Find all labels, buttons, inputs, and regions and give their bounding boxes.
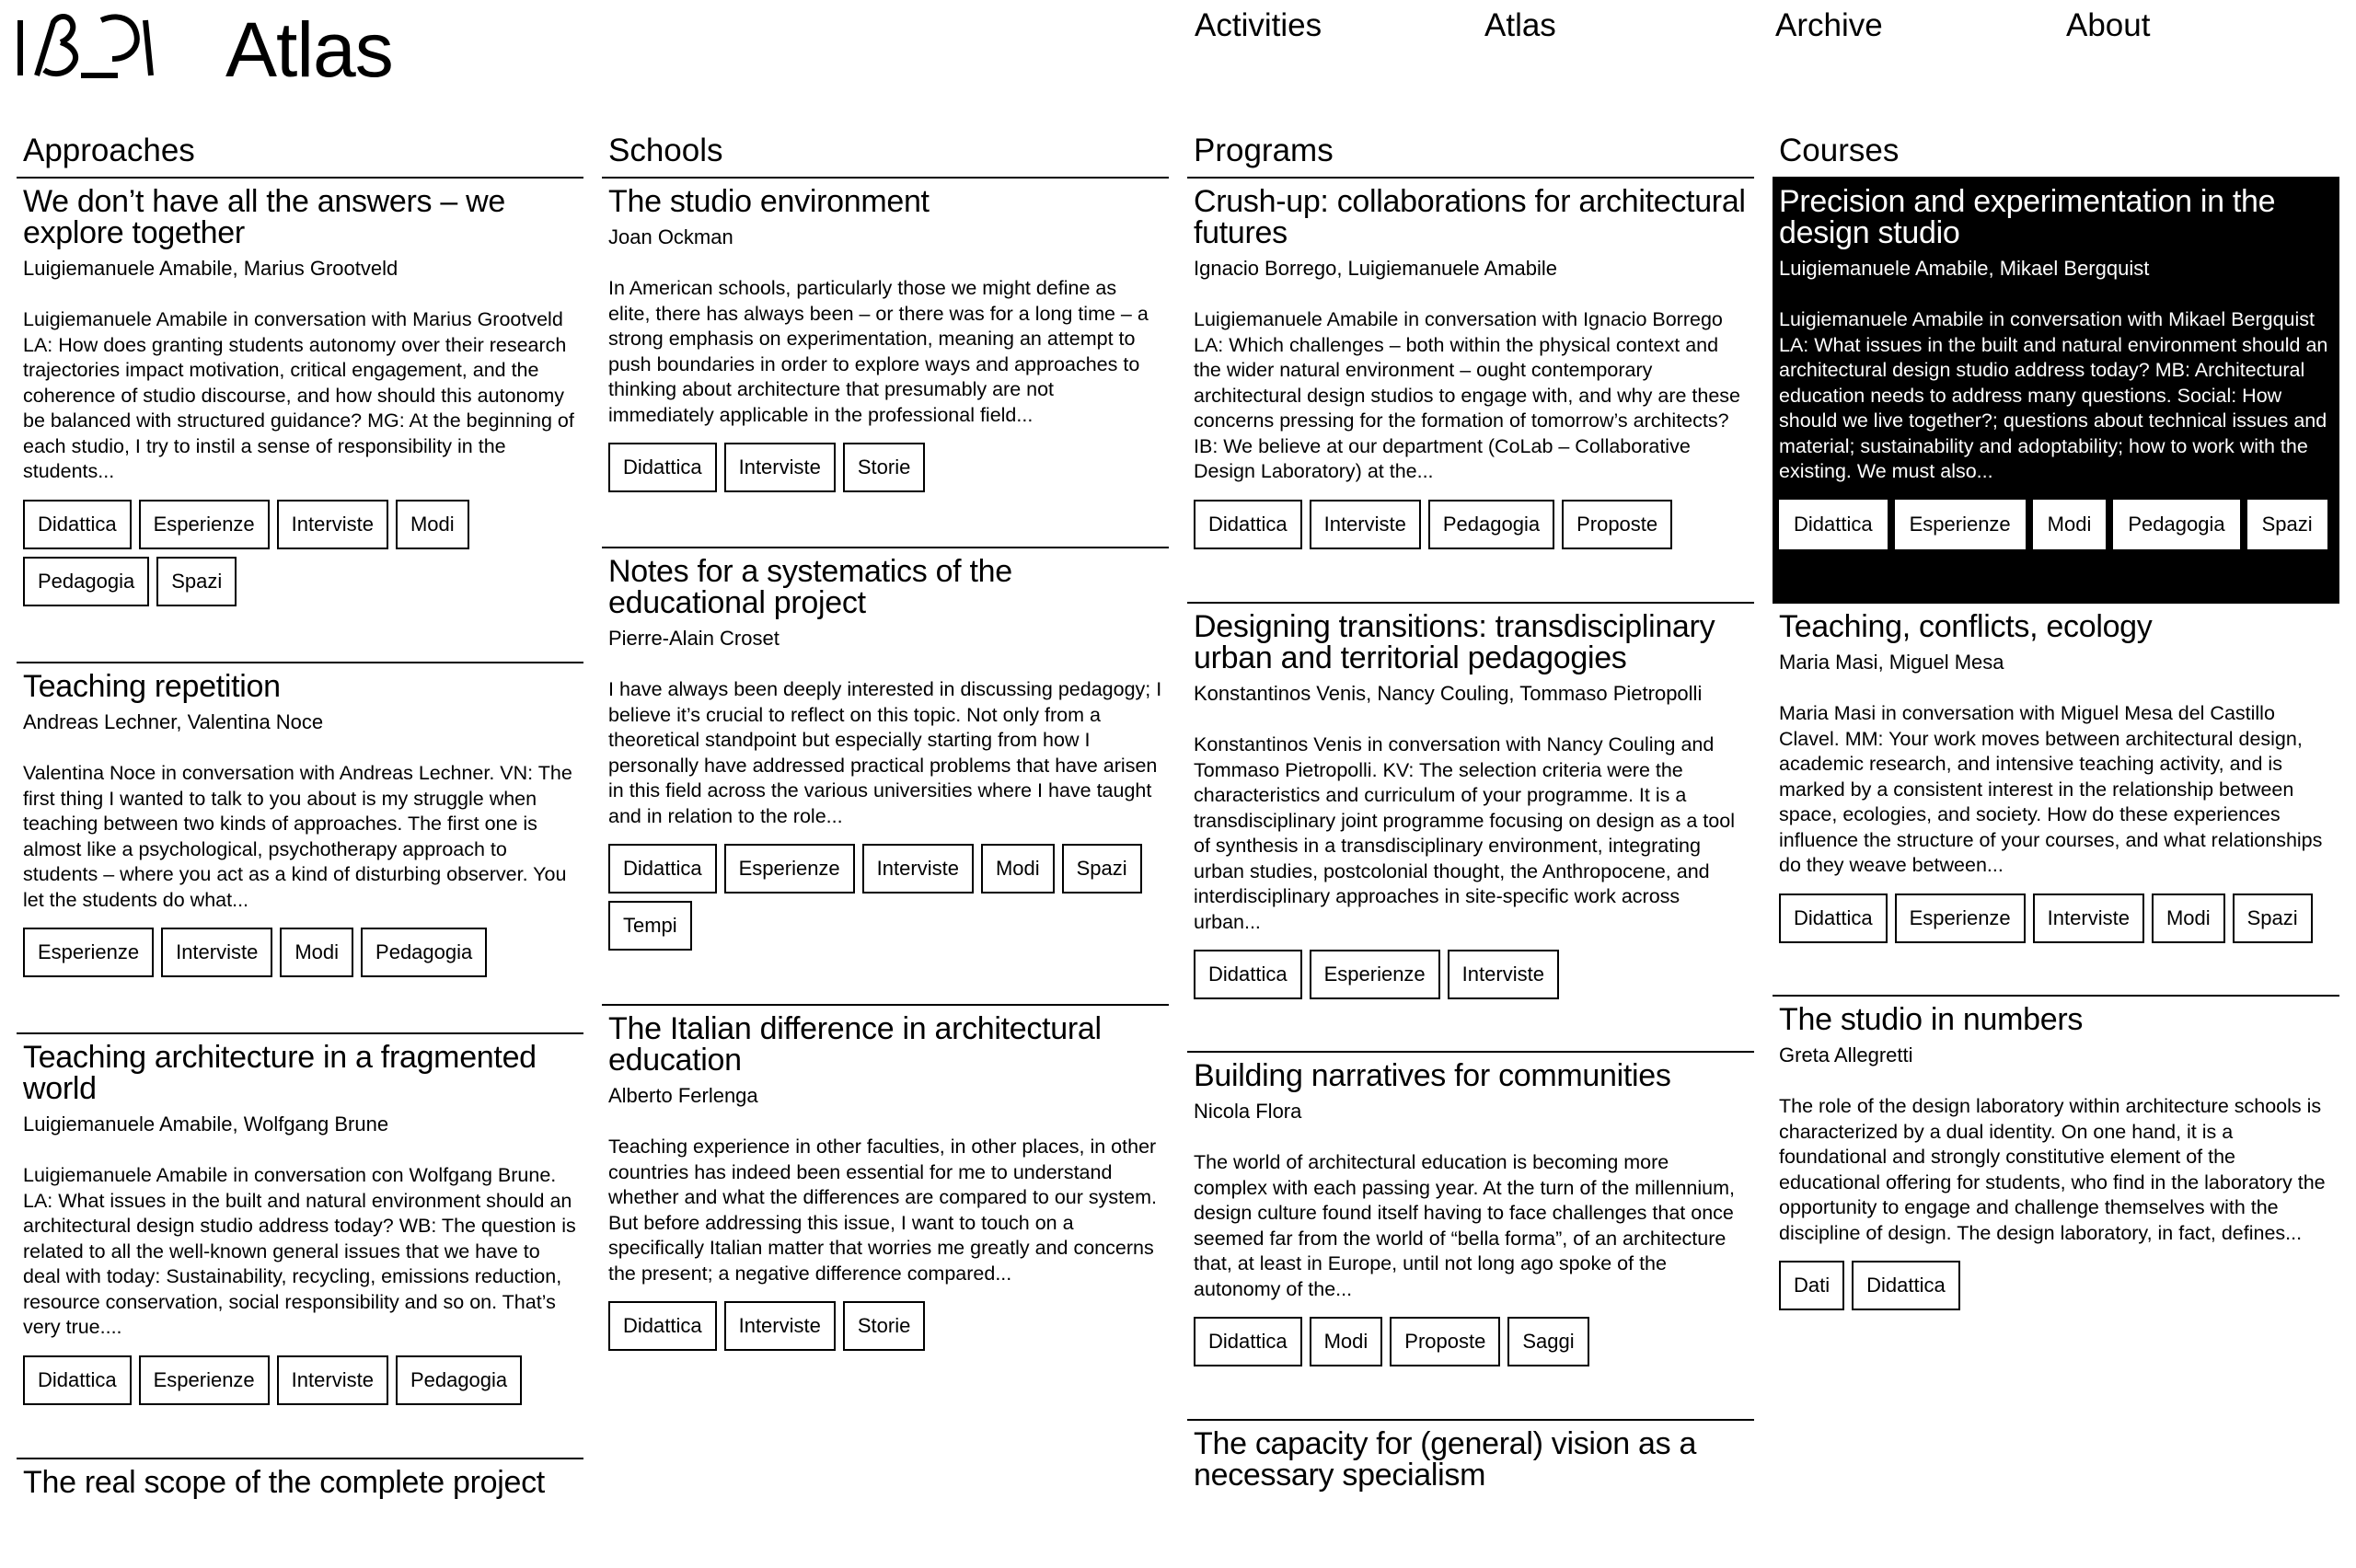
tag-interviste[interactable]: Interviste (277, 500, 388, 549)
tag-interviste[interactable]: Interviste (1310, 500, 1421, 549)
tag-didattica[interactable]: Didattica (1852, 1261, 1960, 1310)
tag-spazi[interactable]: Spazi (2233, 894, 2313, 943)
tag-storie[interactable]: Storie (843, 443, 925, 492)
tag-dati[interactable]: Dati (1779, 1261, 1844, 1310)
tag-pedagogia[interactable]: Pedagogia (2113, 500, 2239, 549)
tag-esperienze[interactable]: Esperienze (1895, 500, 2026, 549)
tag-modi[interactable]: Modi (280, 928, 353, 977)
card-title[interactable]: Crush-up: collaborations for architectural futures (1194, 184, 1746, 250)
site-header (0, 0, 2356, 120)
column-heading: Programs (1187, 131, 1754, 179)
card-title[interactable]: Teaching architecture in a fragmented world (23, 1040, 537, 1106)
tag-list (1779, 894, 2333, 943)
tag-didattica[interactable]: Didattica (1194, 500, 1302, 549)
column-programs (1187, 131, 1754, 1493)
tag-interviste[interactable]: Interviste (161, 928, 272, 977)
tag-didattica[interactable]: Didattica (608, 844, 717, 894)
card-excerpt: Luigiemanuele Amabile in conversation with Marius Grootveld LA: How does granting students autonomy over their research trajectories impact motivation, critical engagement, and the coherence of studio discourse, and how should this autonomy be balanced with structured guidance? MG: At the beginning of each studio, I try to instil a sense of responsibility in the students... (23, 308, 574, 482)
tag-esperienze[interactable]: Esperienze (139, 500, 270, 549)
card-authors: Luigiemanuele Amabile, Marius Grootveld (23, 257, 398, 280)
card-title[interactable]: Precision and experimentation in the design studio (1779, 184, 2276, 250)
tag-didattica[interactable]: Didattica (23, 1355, 132, 1405)
tag-modi[interactable]: Modi (2152, 894, 2225, 943)
column-heading: Approaches (17, 131, 583, 179)
card-excerpt: I have always been deeply interested in discussing pedagogy; I believe it’s crucial to reflect on this topic. Not only from a theoretical standpoint but especially starting from how I personally have addressed practical problems that have arisen in this field across the various universities where I have taught and in relation to the role... (608, 678, 1162, 827)
tag-storie[interactable]: Storie (843, 1301, 925, 1351)
article-card[interactable] (602, 1004, 1169, 1476)
article-card[interactable] (602, 547, 1169, 1004)
tag-modi[interactable]: Modi (396, 500, 469, 549)
column-courses (1773, 131, 2339, 1472)
nav-about[interactable]: About (2066, 7, 2151, 43)
card-authors: Pierre-Alain Croset (608, 627, 780, 650)
tag-list (1194, 950, 1748, 999)
tag-pedagogia[interactable]: Pedagogia (23, 557, 149, 606)
tag-list (1194, 500, 1748, 549)
tag-proposte[interactable]: Proposte (1390, 1317, 1500, 1366)
article-card[interactable] (1187, 1051, 1754, 1419)
article-card-highlighted[interactable] (1773, 179, 2339, 604)
card-excerpt: Teaching experience in other faculties, in other places, in other countries has indeed been essential for me to understand whether and what the differences are compared to our system. But before addressing this issue, I want to touch on a specifically Italian matter that worries me greatly and concerns the present; a negative difference compared... (608, 1136, 1157, 1285)
tag-tempi[interactable]: Tempi (608, 901, 692, 951)
card-title[interactable]: The Italian difference in architectural education (608, 1011, 1102, 1078)
card-title[interactable]: Teaching, conflicts, ecology (1779, 609, 2153, 644)
column-heading: Courses (1773, 131, 2339, 179)
tag-interviste[interactable]: Interviste (277, 1355, 388, 1405)
nav-activities[interactable]: Activities (1195, 7, 1322, 43)
card-authors: Joan Ockman (608, 225, 733, 248)
card-title[interactable]: The real scope of the complete project (23, 1465, 545, 1500)
main-nav (0, 4, 2356, 50)
tag-modi[interactable]: Modi (981, 844, 1055, 894)
card-authors: Greta Allegretti (1779, 1043, 1913, 1066)
tag-spazi[interactable]: Spazi (1062, 844, 1142, 894)
tag-esperienze[interactable]: Esperienze (724, 844, 855, 894)
tag-spazi[interactable]: Spazi (2247, 500, 2327, 549)
tag-didattica[interactable]: Didattica (608, 1301, 717, 1351)
tag-didattica[interactable]: Didattica (1194, 950, 1302, 999)
card-title[interactable]: Building narratives for communities (1194, 1058, 1671, 1093)
tag-spazi[interactable]: Spazi (156, 557, 237, 606)
tag-esperienze[interactable]: Esperienze (23, 928, 154, 977)
card-title[interactable]: The capacity for (general) vision as a necessary specialism (1194, 1426, 1697, 1493)
tag-list (608, 443, 1162, 492)
column-schools (602, 131, 1169, 1472)
tag-list (1779, 500, 2333, 549)
article-card[interactable] (1187, 1419, 1754, 1529)
card-excerpt: Valentina Noce in conversation with Andreas Lechner. VN: The first thing I wanted to talk to you about is my struggle when teaching between two kinds of approaches. The first one is almost like a psychological, psychotherapy approach to students – where you act as a kind of disturbing observer. You let the students do what... (23, 762, 572, 911)
tag-interviste[interactable]: Interviste (1448, 950, 1559, 999)
card-authors: Nicola Flora (1194, 1100, 1302, 1123)
column-heading: Schools (602, 131, 1169, 179)
tag-list (1194, 1317, 1748, 1366)
card-excerpt: Luigiemanuele Amabile in conversation con Wolfgang Brune. LA: What issues in the built and natural environment should an architectural design studio address today? WB: The question is related to all the well-known general issues that we have to deal with today: Sustainability, recycling, emissions reduction, resource conservation, social responsibility and so on. That’s very true.... (23, 1164, 576, 1338)
card-authors: Konstantinos Venis, Nancy Couling, Tommaso Pietropolli (1194, 682, 1703, 705)
tag-interviste[interactable]: Interviste (2033, 894, 2144, 943)
tag-esperienze[interactable]: Esperienze (139, 1355, 270, 1405)
card-excerpt: Luigiemanuele Amabile in conversation with Mikael Bergquist LA: What issues in the built and natural environment should an architectural design studio address today? MB: Architectural education needs to address many questions. Social: How should we live together?; questions about technical issues and material; sustainability and adoptability; how to work with the existing. We must also... (1779, 308, 2328, 482)
article-card[interactable] (602, 179, 1169, 547)
tag-modi[interactable]: Modi (2033, 500, 2107, 549)
card-title[interactable]: The studio in numbers (1779, 1002, 2084, 1037)
tag-didattica[interactable]: Didattica (608, 443, 717, 492)
tag-list (23, 928, 577, 977)
tag-esperienze[interactable]: Esperienze (1310, 950, 1440, 999)
tag-interviste[interactable]: Interviste (724, 443, 836, 492)
card-authors: Ignacio Borrego, Luigiemanuele Amabile (1194, 257, 1558, 280)
tag-list (23, 500, 577, 606)
tag-interviste[interactable]: Interviste (862, 844, 974, 894)
article-card[interactable] (17, 662, 583, 1032)
site-title[interactable]: Atlas (225, 6, 393, 93)
card-title[interactable]: The studio environment (608, 184, 930, 219)
tag-esperienze[interactable]: Esperienze (1895, 894, 2026, 943)
card-title[interactable]: Teaching repetition (23, 669, 281, 704)
nav-atlas[interactable]: Atlas (1484, 7, 1556, 43)
column-approaches (17, 131, 583, 1500)
card-excerpt: The world of architectural education is becoming more complex with each passing year. At the turn of the millennium, design culture found itself having to face challenges that once seemed far from the world of “bella forma”, of an architecture that, at least in Europe, until not long ago spoke of the autonomy of the... (1194, 1151, 1735, 1300)
tag-didattica[interactable]: Didattica (1779, 500, 1888, 549)
article-card[interactable] (17, 1032, 583, 1458)
tag-list (1779, 1261, 2333, 1310)
card-authors: Alberto Ferlenga (608, 1084, 758, 1107)
tag-didattica[interactable]: Didattica (23, 500, 132, 549)
article-card[interactable] (1773, 995, 2339, 1381)
tag-pedagogia[interactable]: Pedagogia (396, 1355, 522, 1405)
article-card[interactable] (1187, 602, 1754, 1051)
tag-pedagogia[interactable]: Pedagogia (1428, 500, 1554, 549)
card-title[interactable]: We don’t have all the answers – we explore together (23, 184, 506, 250)
tag-didattica[interactable]: Didattica (1194, 1317, 1302, 1366)
card-title[interactable]: Designing transitions: transdisciplinary urban and territorial pedagogies (1194, 609, 1715, 675)
article-card[interactable] (1773, 604, 2339, 995)
tag-modi[interactable]: Modi (1310, 1317, 1383, 1366)
card-authors: Maria Masi, Miguel Mesa (1779, 651, 2004, 674)
tag-saggi[interactable]: Saggi (1507, 1317, 1588, 1366)
article-card[interactable] (1187, 179, 1754, 602)
card-excerpt: The role of the design laboratory within architecture schools is characterized by a dual identity. On one hand, it is a foundational and strongly constitutive element of the educational offering for students, who find in the laboratory the opportunity to engage and challenge themselves with the discipline of design. The design laboratory, in fact, defines... (1779, 1095, 2326, 1244)
tag-didattica[interactable]: Didattica (1779, 894, 1888, 943)
tag-list (23, 1355, 577, 1405)
card-title[interactable]: Notes for a systematics of the educational project (608, 554, 1012, 620)
tag-list (608, 1301, 1162, 1351)
card-excerpt: In American schools, particularly those we might define as elite, there has always been – or there was for a long time – a strong emphasis on experimentation, meaning an attempt to push boundaries in order to explore ways and approaches to thinking about architecture that presumably are not immediately applicable in the professional field... (608, 277, 1149, 426)
card-excerpt: Luigiemanuele Amabile in conversation with Ignacio Borrego LA: Which challenges – both within the physical context and the wider natural environment – ought contemporary architectural design studios to engage with, and why are these concerns pressing for the formation of tomorrow’s architects? IB: We believe at our department (CoLab – Collaborative Design Laboratory) at the... (1194, 308, 1741, 482)
card-authors: Luigiemanuele Amabile, Mikael Bergquist (1779, 257, 2150, 280)
article-card[interactable] (17, 1458, 583, 1568)
card-authors: Luigiemanuele Amabile, Wolfgang Brune (23, 1113, 389, 1136)
card-excerpt: Maria Masi in conversation with Miguel Mesa del Castillo Clavel. MM: Your work moves between architectural design, academic research, and intensive teaching activity, and is marked by a consistent interest in the relationship between space, ecologies, and society. How do these experiences influence the structure of your courses, and what relationships do they weave between... (1779, 702, 2323, 876)
tag-pedagogia[interactable]: Pedagogia (361, 928, 487, 977)
article-card[interactable] (17, 179, 583, 662)
tag-list (608, 844, 1162, 951)
tag-proposte[interactable]: Proposte (1562, 500, 1672, 549)
card-authors: Andreas Lechner, Valentina Noce (23, 710, 324, 733)
tag-interviste[interactable]: Interviste (724, 1301, 836, 1351)
card-excerpt: Konstantinos Venis in conversation with Nancy Couling and Tommaso Pietropolli. KV: The selection criteria were the characteristics and curriculum of your programme. It is a transdisciplinary joint programme focusing on design as a tool of synthesis in a transdisciplinary environment, integrating urban studies, postcolonial thought, the Anthropocene, and interdisciplinary approaches in site-specific work across urban... (1194, 733, 1735, 933)
nav-archive[interactable]: Archive (1775, 7, 1883, 43)
